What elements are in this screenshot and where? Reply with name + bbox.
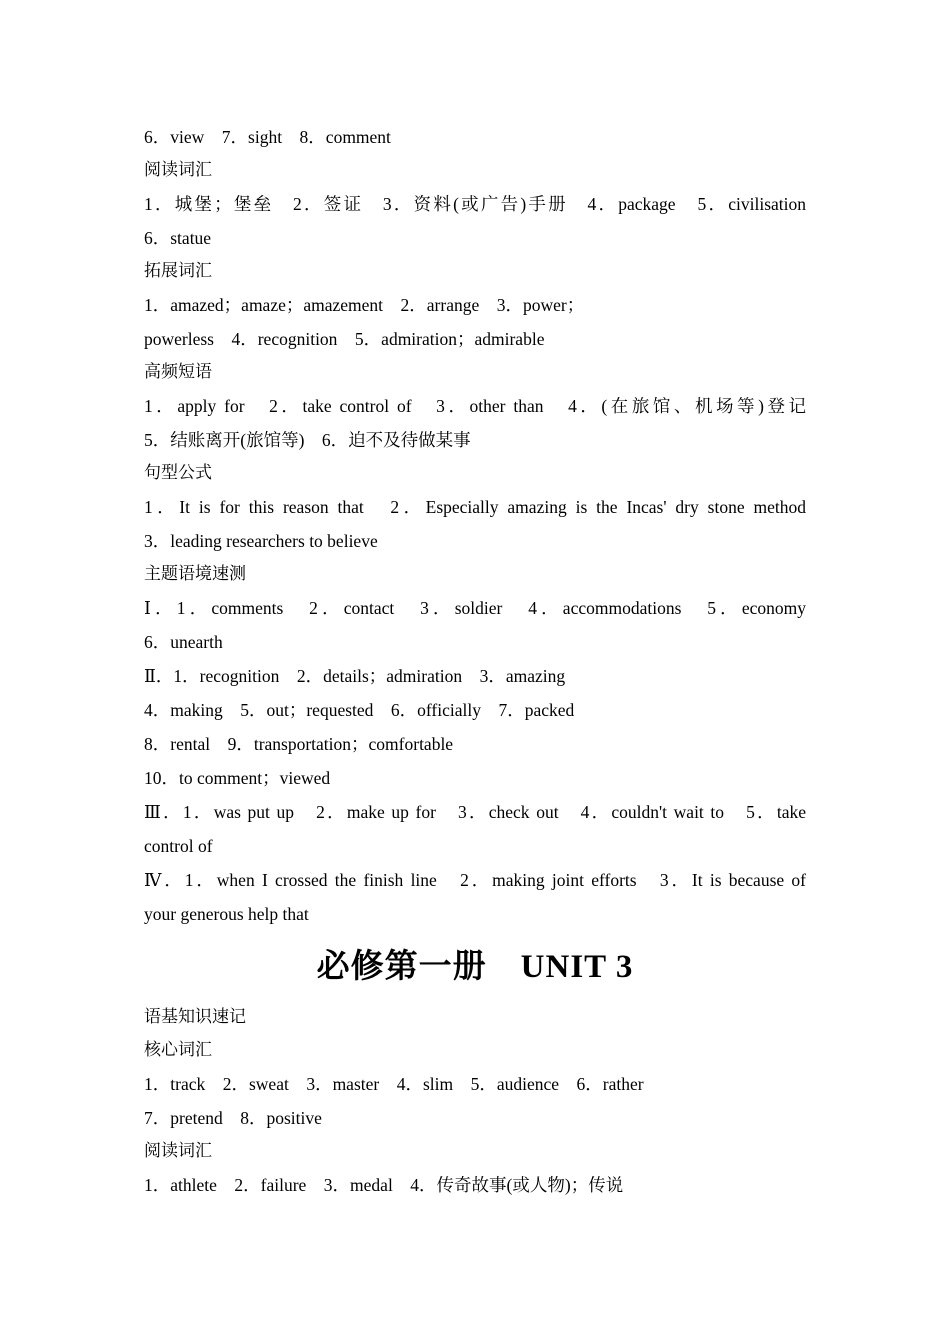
answer-line: 1．track 2．sweat 3．master 4．slim 5．audience 6．rather [144,1074,644,1094]
answer-line: Ⅲ．1．was put up 2．make up for 3．check out 4．couldn't wait to 5．take [144,802,806,822]
answer-line: control of [144,836,213,856]
answer-line: 8．rental 9．transportation；comfortable [144,734,454,754]
answer-line: 1．apply for 2．take control of 3．other than 4．(在旅馆、机场等)登记 [144,396,806,416]
answer-line: 5．结账离开(旅馆等) 6．迫不及待做某事 [144,430,471,450]
section-heading-context-test: 主题语境速测 [144,564,246,584]
answer-line: 7．pretend 8．positive [144,1108,322,1128]
section-heading-sentence-patterns: 句型公式 [144,463,212,483]
answer-line: Ⅱ．1．recognition 2．details；admiration 3．amazing [144,666,566,686]
answer-key-content [144,120,806,1202]
section-heading-reading-vocab: 阅读词汇 [144,160,212,180]
answer-line: 10．to comment；viewed [144,768,331,788]
answer-line: 1．It is for this reason that 2．Especially amazing is the Incas' dry stone method [144,497,806,517]
answer-line: 1．城堡；堡垒 2．签证 3．资料(或广告)手册 4．package 5．civilisation [144,194,806,214]
answer-line: Ⅰ．1．comments 2．contact 3．soldier 4．accommodations 5．economy [144,598,806,618]
section-heading-core-vocab: 核心词汇 [144,1040,212,1060]
answer-line: your generous help that [144,904,309,924]
unit-title: 必修第一册 UNIT 3 [316,949,634,985]
section-heading-extended-vocab: 拓展词汇 [144,261,212,281]
answer-line: 1．amazed；amaze；amazement 2．arrange 3．power； [144,295,585,315]
answer-line: powerless 4．recognition 5．admiration；admirable [144,329,545,349]
section-heading-reading-vocab: 阅读词汇 [144,1141,212,1161]
answer-line: 4．making 5．out；requested 6．officially 7．packed [144,700,575,720]
answer-line: 6．view 7．sight 8．comment [144,127,391,147]
answer-line: 6．unearth [144,632,223,652]
answer-line: 3．leading researchers to believe [144,531,378,551]
section-heading-basics: 语基知识速记 [144,1007,246,1027]
answer-line: 6．statue [144,228,212,248]
answer-line: 1．athlete 2．failure 3．medal 4．传奇故事(或人物)；传说 [144,1175,624,1195]
answer-line: Ⅳ．1．when I crossed the finish line 2．making joint efforts 3．It is because of [144,870,806,890]
section-heading-phrases: 高频短语 [144,362,212,382]
